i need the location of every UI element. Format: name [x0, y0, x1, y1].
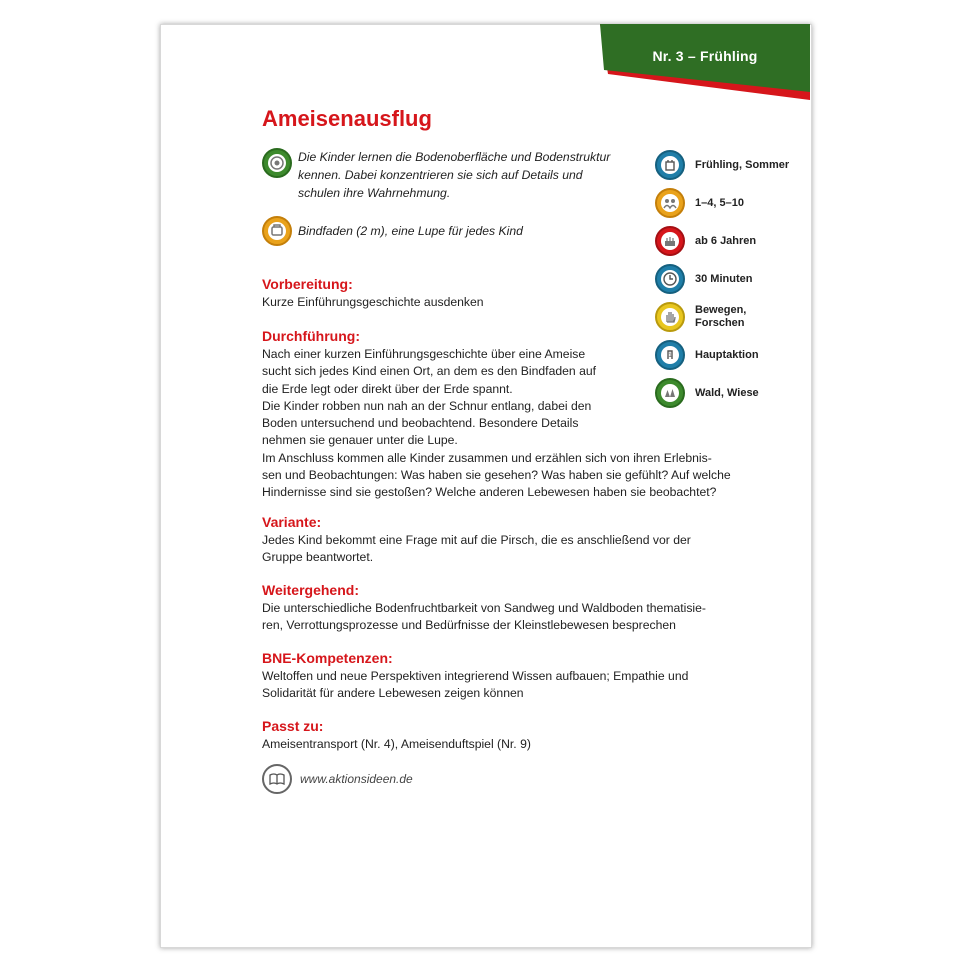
page-title: Ameisenausflug: [262, 106, 432, 131]
body-line: Weltoffen und neue Perspektiven integrierend Wissen aufbauen; Empathie und: [262, 669, 689, 683]
section-passt-zu: [262, 718, 752, 753]
body-line: Jedes Kind bekommt eine Frage mit auf die Pirsch, die es anschließend vor der: [262, 533, 691, 547]
section-heading: BNE-Kompetenzen:: [262, 650, 393, 666]
sidebar-label-location: Wald, Wiese: [695, 386, 759, 399]
material-row: [262, 216, 632, 246]
section-variante: [262, 514, 752, 567]
material-text: Bindfaden (2 m), eine Lupe für jedes Kind: [298, 224, 523, 238]
group-size-icon: [655, 188, 685, 218]
footer: [262, 764, 413, 794]
section-heading: Passt zu:: [262, 718, 324, 734]
sidebar-label-type: Bewegen, Forschen: [695, 304, 747, 329]
goal-row: [262, 148, 632, 202]
section-bne: [262, 650, 752, 703]
body-line: Die Kinder robben nun nah an der Schnur entlang, dabei den: [262, 398, 592, 413]
section-vorbereitung: [262, 276, 752, 311]
section-heading: Durchführung:: [262, 328, 360, 344]
body-line: Kurze Einführungsgeschichte ausdenken: [262, 295, 484, 309]
book-icon: [262, 764, 292, 794]
body-line: sen und Beobachtungen: Was haben sie gesehen? Was haben sie gefühlt? Auf welche: [262, 468, 731, 483]
svg-text:1: 1: [668, 353, 672, 359]
section-weitergehend: [262, 582, 752, 635]
intro-block: [262, 148, 632, 260]
sidebar-label-duration: 30 Minuten: [695, 272, 753, 285]
goal-text: Die Kinder lernen die Bodenoberfläche und Bodenstruktur kennen. Dabei konzentrieren sie sich auf Details und schulen ihre Wahrnehmung.: [298, 150, 611, 200]
body-line: nehmen sie genauer unter die Lupe.: [262, 433, 458, 448]
body-line: Boden untersuchend und beobachtend. Besondere Details: [262, 416, 579, 431]
section-heading: Variante:: [262, 514, 322, 530]
body-line: sucht sich jedes Kind einen Ort, an dem es den Bindfaden auf: [262, 364, 597, 379]
sidebar-item-group: [655, 184, 805, 222]
body-line: Ameisentransport (Nr. 4), Ameisenduftspiel (Nr. 9): [262, 737, 531, 751]
target-icon: [262, 148, 292, 178]
issue-banner: [600, 24, 810, 104]
sidebar-item-age: [655, 222, 805, 260]
sidebar-item-season: [655, 146, 805, 184]
body-line: Die unterschiedliche Bodenfruchtbarkeit von Sandweg und Waldboden thematisie-: [262, 601, 706, 615]
body-line: die Erde legt oder direkt über der Erde spannt.: [262, 381, 513, 396]
body-line: Im Anschluss kommen alle Kinder zusammen und erzählen sich von ihren Erlebnis-: [262, 450, 712, 465]
sidebar-label-role: Hauptaktion: [695, 348, 759, 361]
section-durchfuehrung: [262, 328, 752, 502]
website-link[interactable]: www.aktionsideen.de: [300, 772, 413, 786]
body-line: Nach einer kurzen Einführungsgeschichte über eine Ameise: [262, 347, 586, 361]
body-line: Gruppe beantwortet.: [262, 550, 374, 565]
body-line: ren, Verrottungsprozesse und Bedürfnisse der Kleinstlebewesen besprechen: [262, 618, 676, 633]
body-line: Hindernisse sind sie gestoßen? Welche anderen Lebewesen haben sie beobachtet?: [262, 485, 717, 500]
age-cake-icon: [655, 226, 685, 256]
sidebar-label-age: ab 6 Jahren: [695, 234, 757, 247]
sidebar-label-season: Frühling, Sommer: [695, 158, 790, 171]
section-heading: Vorbereitung:: [262, 276, 353, 292]
issue-label: Nr. 3 – Frühling: [652, 48, 758, 64]
material-icon: [262, 216, 292, 246]
sidebar-label-group: 1–4, 5–10: [695, 196, 744, 209]
section-heading: Weitergehend:: [262, 582, 359, 598]
season-icon: [655, 150, 685, 180]
body-line: Solidarität für andere Lebewesen zeigen können: [262, 686, 524, 701]
